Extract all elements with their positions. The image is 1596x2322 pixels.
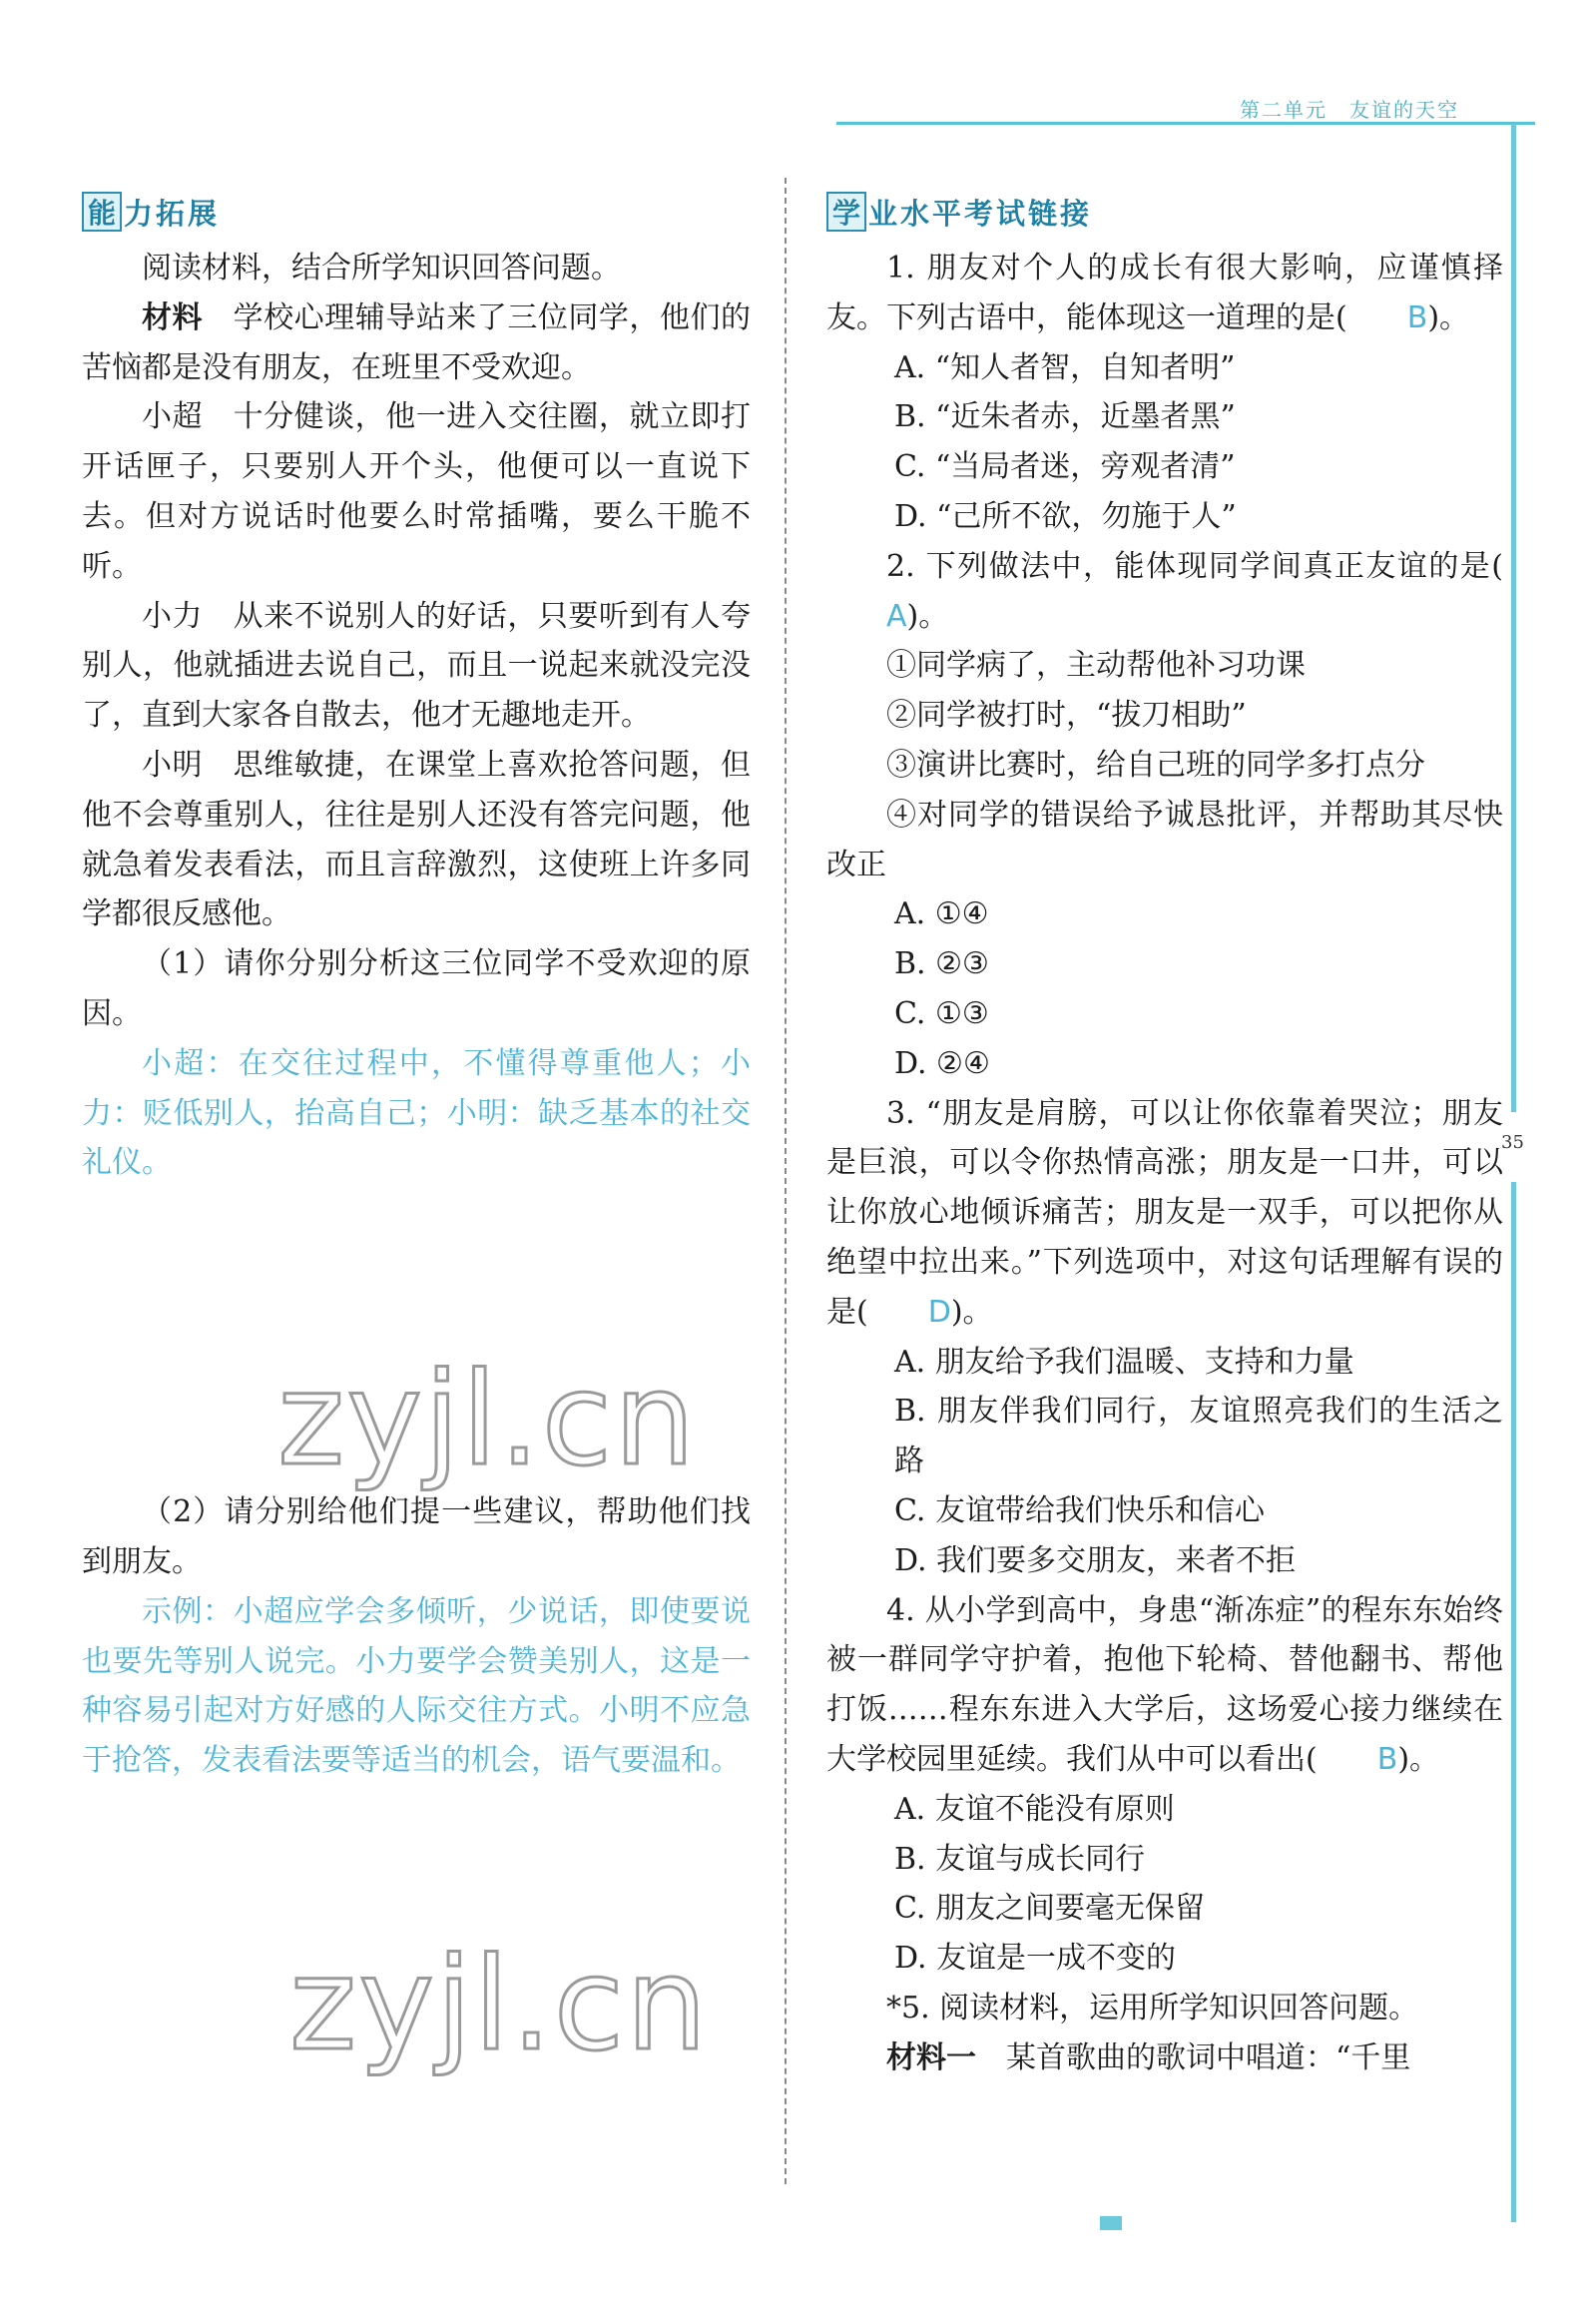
right-column (826, 184, 1503, 2082)
option: A. ①④ (894, 896, 989, 932)
question-5-stem: *5. 阅读材料，运用所学知识回答问题。 (886, 1990, 1419, 2026)
option: C. “当局者迷，旁观者清” (894, 449, 1236, 485)
section-heading-exam (826, 184, 1503, 240)
section-icon: 能 (82, 192, 122, 232)
question-2-stem: 2. 下列做法中，能体现同学间真正友谊的是(A)。 (826, 542, 1503, 642)
option: A. 友谊不能没有原则 (894, 1791, 1175, 1827)
option: C. 友谊带给我们快乐和信心 (894, 1492, 1265, 1528)
option: B. 友谊与成长同行 (894, 1841, 1146, 1877)
unit-title: 第二单元 友谊的天空 (1240, 98, 1459, 122)
watermark: zyjl.cn (277, 1346, 698, 1494)
side-bar-top (1511, 124, 1516, 1112)
material-paragraph: 材料 学校心理辅导站来了三位同学，他们的苦恼都是没有朋友，在班里不受欢迎。 (82, 299, 752, 385)
statement-item: ④对同学的错误给予诚恳批评，并帮助其尽快改正 (826, 797, 1503, 882)
question-1-stem: 1. 朋友对个人的成长有很大影响，应谨慎择友。下列古语中，能体现这一道理的是( B)。 (826, 244, 1503, 343)
answer-blank: D (927, 1294, 951, 1330)
answer-1: 小超：在交往过程中，不懂得尊重他人；小力：贬低别人，抬高自己；小明：缺乏基本的社交礼仪。 (82, 1045, 751, 1181)
statement-item: ①同学病了，主动帮他补习功课 (886, 648, 1306, 684)
option: A. “知人者智，自知者明” (894, 349, 1236, 385)
question-4-stem: 4. 从小学到高中，身患“渐冻症”的程东东始终被一群同学守护着，抱他下轮椅、替他翻书、帮他打饭……程东东进入大学后，这场爱心接力继续在大学校园里延续。我们从中可以看出( B)。 (826, 1586, 1503, 1785)
option: D. 友谊是一成不变的 (894, 1941, 1177, 1977)
statement-item: ③演讲比赛时，给自己班的同学多打点分 (886, 747, 1425, 783)
section-title: 力拓展 (124, 196, 221, 231)
option: D. 我们要多交朋友，来者不拒 (894, 1542, 1297, 1578)
answer-blank: B (1376, 1741, 1398, 1777)
page-number: 35 (1501, 1132, 1524, 1153)
question-3-stem: 3. “朋友是肩膀，可以让你依靠着哭泣；朋友是巨浪，可以令你热情高涨；朋友是一口井，可以让你放心地倾诉痛苦；朋友是一双手，可以把你从绝望中拉出来。”下列选项中，对这句话理解有误的是( D)。 (826, 1089, 1503, 1338)
column-divider (785, 178, 787, 2184)
option: D. “己所不欲，勿施于人” (894, 498, 1237, 534)
student-xiaochao: 小超 十分健谈，他一进入交往圈，就立即打开话匣子，只要别人开个头，他便可以一直说下去。但对方说话时他要么时常插嘴，要么干脆不听。 (82, 399, 751, 584)
option: A. 朋友给予我们温暖、支持和力量 (894, 1344, 1354, 1380)
student-xiaoli: 小力 从来不说别人的好话，只要听到有人夸别人，他就插进去说自己，而且一说起来就没完没了，直到大家各自散去，他才无趣地走开。 (82, 598, 751, 734)
option: C. ①③ (894, 995, 989, 1031)
section-icon: 学 (826, 192, 866, 232)
option: B. “近朱者赤，近墨者黑” (894, 399, 1236, 435)
section-heading-ability (82, 184, 751, 240)
side-bar-bottom (1511, 1182, 1516, 2222)
option: B. 朋友伴我们同行，友谊照亮我们的生活之路 (894, 1394, 1503, 1479)
option: C. 朋友之间要毫无保留 (894, 1891, 1205, 1927)
left-column (82, 184, 751, 1786)
option: D. ②④ (894, 1045, 990, 1081)
instruction: 阅读材料，结合所学知识回答问题。 (142, 251, 621, 286)
question-2: （2）请分别给他们提一些建议，帮助他们找到朋友。 (82, 1494, 751, 1579)
watermark: zyjl.cn (289, 1931, 710, 2079)
student-xiaoming: 小明 思维敏捷，在课堂上喜欢抢答问题，但他不会尊重别人，往往是别人还没有答完问题，他就急着发表看法，而且言辞激烈，这使班上许多同学都很反感他。 (82, 747, 751, 932)
question-1: （1）请你分别分析这三位同学不受欢迎的原因。 (82, 946, 751, 1031)
answer-2: 示例：小超应学会多倾听，少说话，即使要说也要先等别人说完。小力要学会赞美别人，这是一种容易引起对方好感的人际交往方式。小明不应急于抢答，发表看法要等适当的机会，语气要温和。 (82, 1593, 751, 1779)
statement-item: ②同学被打时，“拔刀相助” (886, 698, 1247, 734)
answer-blank: B (1406, 299, 1428, 335)
answer-blank: A (886, 598, 907, 634)
section-title: 业水平考试链接 (868, 196, 1093, 231)
option: B. ②③ (894, 946, 989, 982)
bottom-marker (1100, 2216, 1122, 2230)
question-5-material: 材料一 某首歌曲的歌词中唱道：“千里 (886, 2039, 1411, 2075)
